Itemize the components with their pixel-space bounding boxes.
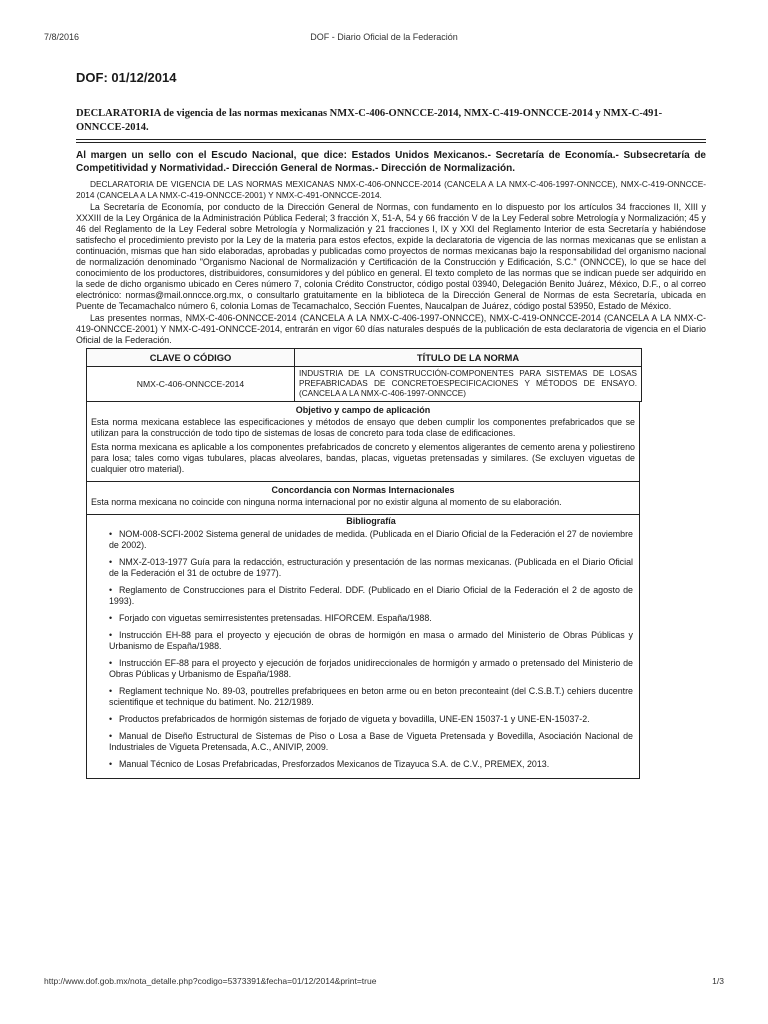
- print-header: [44, 32, 724, 46]
- bullet-icon: •: [109, 686, 113, 696]
- bibliografia-item-text: Manual Técnico de Losas Prefabricadas, Presforzados Mexicanos de Tizayuca S.A. de C.V., PREMEX, 2013.: [119, 759, 550, 769]
- print-footer: [44, 976, 724, 988]
- vigor-paragraph: Las presentes normas, NMX-C-406-ONNCCE-2014 (CANCELA A LA NMX-C-406-1997-ONNCCE), NMX-C-419-ONNCCE-2014 (CANCELA A LA NMX-C-419-ONNCCE-2001) Y NMX-C-491-ONNCCE-2014, entrarán en vigor 60 días naturales después de la publicación de esta declaratoria de vigencia en el Diario Oficial de la Federación.: [76, 313, 706, 345]
- column-header-clave: CLAVE O CÓDIGO: [87, 349, 295, 367]
- declaratoria-title: DECLARATORIA de vigencia de las normas mexicanas NMX-C-406-ONNCCE-2014, NMX-C-419-ONNCCE-2014 y NMX-C-491-ONNCCE-2014.: [76, 107, 706, 140]
- list-item: [109, 630, 633, 652]
- dof-date: DOF: 01/12/2014: [76, 70, 177, 85]
- objetivo-heading: Objetivo y campo de aplicación: [295, 405, 431, 415]
- declaratoria-caps-paragraph: DECLARATORIA DE VIGENCIA DE LAS NORMAS MEXICANAS NMX-C-406-ONNCCE-2014 (CANCELA A LA NMX-C-406-1997-ONNCCE), NMX-C-419-ONNCCE-2014 (CANCELA A LA NMX-C-419-ONNCCE-2001) Y NMX-C-491-ONNCCE-2014.: [76, 179, 706, 200]
- bullet-icon: •: [109, 613, 113, 623]
- bibliografia-item-text: Manual de Diseño Estructural de Sistemas de Piso o Losa a Base de Vigueta Pretensada y Bovedilla, Asociación Nacional de Industriales de Vigueta Pretensada, A.C., ANIVIP, 2009.: [109, 731, 633, 752]
- bibliografia-item-text: Productos prefabricados de hormigón sistemas de forjado de vigueta y bovadilla, UNE-EN 15037-1 y UNE-EN-15037-2.: [119, 714, 590, 724]
- print-date: 7/8/2016: [44, 32, 80, 42]
- margen-sello: Al margen un sello con el Escudo Nacional, que dice: Estados Unidos Mexicanos.- Secretaría de Economía.- Subsecretaría de Competitividad y Normatividad.- Dirección General de Normas.- Dirección de Normalización.: [76, 150, 706, 174]
- norma-table: [86, 348, 642, 402]
- document-body: [76, 70, 706, 779]
- list-item: [109, 714, 633, 725]
- objetivo-paragraph-1: Esta norma mexicana establece las especificaciones y métodos de ensayo que deben cumplir los componentes prefabricados que se utilizan para la construcción de todo tipo de sistemas de losas de concreto para toda clase de edificaciones.: [91, 417, 635, 438]
- objetivo-section: [86, 402, 640, 482]
- objetivo-paragraph-2: Esta norma mexicana es aplicable a los componentes prefabricados de concreto y elementos aligerantes de cemento arena y poliestireno para losa; tales como vigas tubulares, placas alveolares, bandas, placas, viguetas pretensadas y similares. (Se excluyen viguetas de cualquier otro material).: [91, 442, 635, 474]
- norma-title: INDUSTRIA DE LA CONSTRUCCIÓN-COMPONENTES PARA SISTEMAS DE LOSAS PREFABRICADAS DE CONCRETOESPECIFICACIONES Y MÉTODOS DE ENSAYO. (CANCELA A LA NMX-C-406-1997-ONNCCE): [295, 367, 642, 402]
- concordancia-text: Esta norma mexicana no coincide con ninguna norma internacional por no existir alguna al momento de su elaboración.: [91, 497, 562, 507]
- bibliografia-item-text: Instrucción EH-88 para el proyecto y ejecución de obras de hormigón en masa o armado del Ministerio de Obras Públicas y Urbanismo de España/1988.: [109, 630, 633, 651]
- list-item: [109, 686, 633, 708]
- list-item: [109, 585, 633, 607]
- bullet-icon: •: [109, 759, 113, 769]
- list-item: [109, 529, 633, 551]
- bibliografia-item-text: Instrucción EF-88 para el proyecto y ejecución de forjados unidireccionales de hormigón y armado o pretensado del Ministerio de Obras Públicas y Urbanismo de España/1988.: [109, 658, 633, 679]
- concordancia-heading: Concordancia con Normas Internacionales: [271, 485, 455, 495]
- bullet-icon: •: [109, 630, 113, 640]
- list-item: [109, 613, 633, 624]
- norma-code: NMX-C-406-ONNCCE-2014: [87, 367, 295, 402]
- bullet-icon: •: [109, 714, 113, 724]
- column-header-titulo: TÍTULO DE LA NORMA: [295, 349, 642, 367]
- bibliografia-item-text: Reglament technique No. 89-03, poutrelles prefabriquees en beton arme ou en beton preconteaint (del C.S.B.T.) cehiers ducentre scientifique et technique du batiment. No. 212/1989.: [109, 686, 633, 707]
- bullet-icon: •: [109, 529, 113, 539]
- list-item: [109, 557, 633, 579]
- bullet-icon: •: [109, 557, 113, 567]
- page-number: 1/3: [712, 976, 724, 986]
- bibliografia-item-text: NOM-008-SCFI-2002 Sistema general de unidades de medida. (Publicada en el Diario Oficial de la Federación el 27 de noviembre de 2002).: [109, 529, 633, 550]
- table-header-row: [87, 349, 642, 367]
- bibliografia-heading: Bibliografía: [346, 516, 396, 526]
- bibliografia-item-text: Reglamento de Construcciones para el Distrito Federal. DDF. (Publicado en el Diario Oficial de la Federación el 2 de agosto de 1993).: [109, 585, 633, 606]
- bullet-icon: •: [109, 585, 113, 595]
- concordancia-section: [86, 482, 640, 515]
- bibliografia-section: [86, 515, 640, 779]
- list-item: [109, 731, 633, 753]
- fundamento-paragraph: La Secretaría de Economía, por conducto de la Dirección General de Normas, con fundamento en lo dispuesto por los artículos 34 fracciones II, XIII y XXXIII de la Ley Orgánica de la Administración Pública Federal; 3 fracción X, 51-A, 54 y 66 fracción V de la Ley Federal sobre Metrología y Normalización; 45 y 46 del Reglamento de la Ley Federal sobre Metrología y Normalización y 21 fracciones I, IX y XXI del Reglamento Interior de esta Secretaría y habiéndose satisfecho el procedimiento previsto por la Ley de la materia para estos efectos, expide la declaratoria de vigencia de las normas mexicanas que se enlistan a continuación, mismas que han sido elaboradas, aprobadas y publicadas como proyectos de normas mexicanas bajo la responsabilidad del organismo nacional de normalización denominado "Organismo Nacional de Normalización y Certificación de la Construcción y Edificación, S.C." (ONNCCE), lo que se hace del conocimiento de los productores, distribuidores, consumidores y del público en general. El texto completo de las normas que se indican puede ser adquirido en la sede de dicho organismo ubicado en Ceres número 7, colonia Crédito Constructor, código postal 03940, Delegación Benito Juárez, México, D.F., o al correo electrónico: normas@mail.onncce.org.mx, o consultarlo gratuitamente en la biblioteca de la Dirección General de Normas de esta Secretaría, ubicada en Puente de Tecamachalco número 6, colonia Lomas de Tecamachalco, Sección Fuentes, Naucalpan de Juárez, código postal 53950, Estado de México.: [76, 202, 706, 311]
- print-title: DOF - Diario Oficial de la Federación: [310, 32, 458, 42]
- bibliografia-item-text: NMX-Z-013-1977 Guía para la redacción, estructuración y presentación de las normas mexicanas. (Publicada en el Diario Oficial de la Federación el 31 de octubre de 1977).: [109, 557, 633, 578]
- table-row: [87, 367, 642, 402]
- bullet-icon: •: [109, 658, 113, 668]
- bibliografia-item-text: Forjado con viguetas semirresistentes pretensadas. HIFORCEM. España/1988.: [119, 613, 432, 623]
- source-url-link[interactable]: http://www.dof.gob.mx/nota_detalle.php?codigo=5373391&fecha=01/12/2014&print=true: [44, 976, 377, 986]
- list-item: [109, 759, 633, 770]
- divider: [76, 142, 706, 143]
- list-item: [109, 658, 633, 680]
- bullet-icon: •: [109, 731, 113, 741]
